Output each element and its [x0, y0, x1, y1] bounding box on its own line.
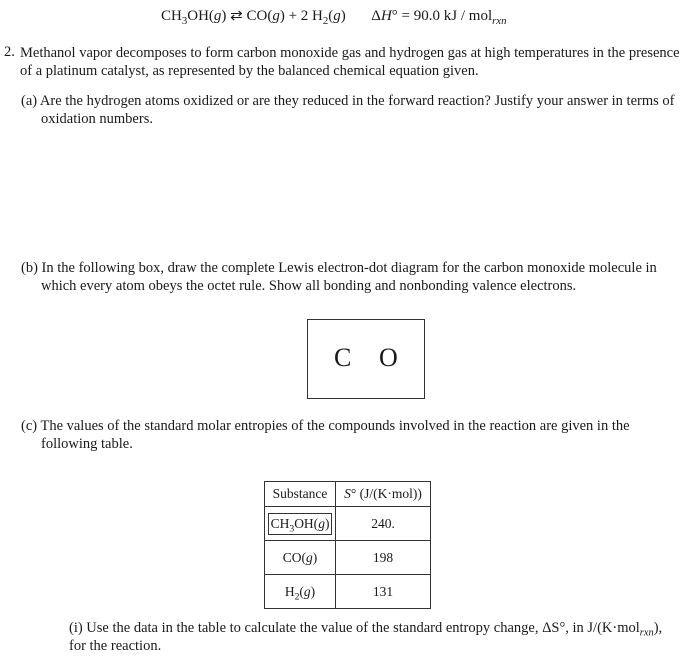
part-b-text: (b) In the following box, draw the complete Lewis electron-dot diagram for the carbon monoxide molecule in which every atom obeys the octet rule. Show all bonding and nonbonding valence electrons.	[21, 260, 657, 294]
atom-carbon-label: C	[334, 343, 352, 372]
enthalpy-label: ΔH° =	[371, 8, 411, 24]
part-c-i-prompt	[69, 619, 689, 655]
part-a-text: (a) Are the hydrogen atoms oxidized or are they reduced in the forward reaction? Justify your answer in terms of oxidation numbers.	[21, 93, 675, 127]
equilibrium-arrow-icon: ⇄	[230, 8, 243, 24]
entropy-value-hydrogen: 131	[336, 575, 431, 609]
table-row	[265, 575, 431, 609]
entropy-table	[264, 481, 431, 609]
part-c-i-line2: for the reaction.	[69, 638, 162, 654]
entropy-value-methanol: 240.	[336, 507, 431, 541]
part-b-prompt	[21, 259, 686, 295]
reaction-equation	[161, 6, 507, 25]
part-a-prompt	[21, 92, 686, 128]
part-c-prompt	[21, 417, 686, 453]
equation-products: CO(g) + 2 $H_2(g)$	[246, 8, 346, 27]
header-substance: Substance	[265, 482, 336, 507]
substance-hydrogen: $H_2(g)$	[265, 575, 336, 609]
header-entropy: S° (J/(K·mol))	[336, 482, 431, 507]
question-stem-text: Methanol vapor decomposes to form carbon monoxide gas and hydrogen gas at high temperatures in the presence of a platinum catalyst, as represented by the balanced chemical equation given.	[20, 45, 680, 79]
enthalpy-value: 90.0 kJ / mol$_{rxn}$	[413, 8, 507, 27]
equation-reactant: $CH_3OH(g)$	[161, 8, 227, 27]
lewis-diagram-box[interactable]	[307, 319, 425, 399]
substance-methanol: $CH_3OH(g)$	[265, 507, 336, 541]
table-header-row	[265, 482, 431, 507]
table-row	[265, 507, 431, 541]
part-c-text: (c) The values of the standard molar entropies of the compounds involved in the reaction are given in the following table.	[21, 418, 630, 452]
atom-oxygen-label: O	[379, 343, 398, 372]
entropy-value-carbon-monoxide: 198	[336, 541, 431, 575]
part-c-i-line1: (i) Use the data in the table to calculate the value of the standard entropy change, ΔS°, in J/(K·mol$_{rxn}$),	[69, 620, 663, 639]
question-stem	[20, 44, 690, 80]
question-number: 2.	[4, 44, 15, 60]
substance-carbon-monoxide: CO(g)	[265, 541, 336, 575]
table-row	[265, 541, 431, 575]
